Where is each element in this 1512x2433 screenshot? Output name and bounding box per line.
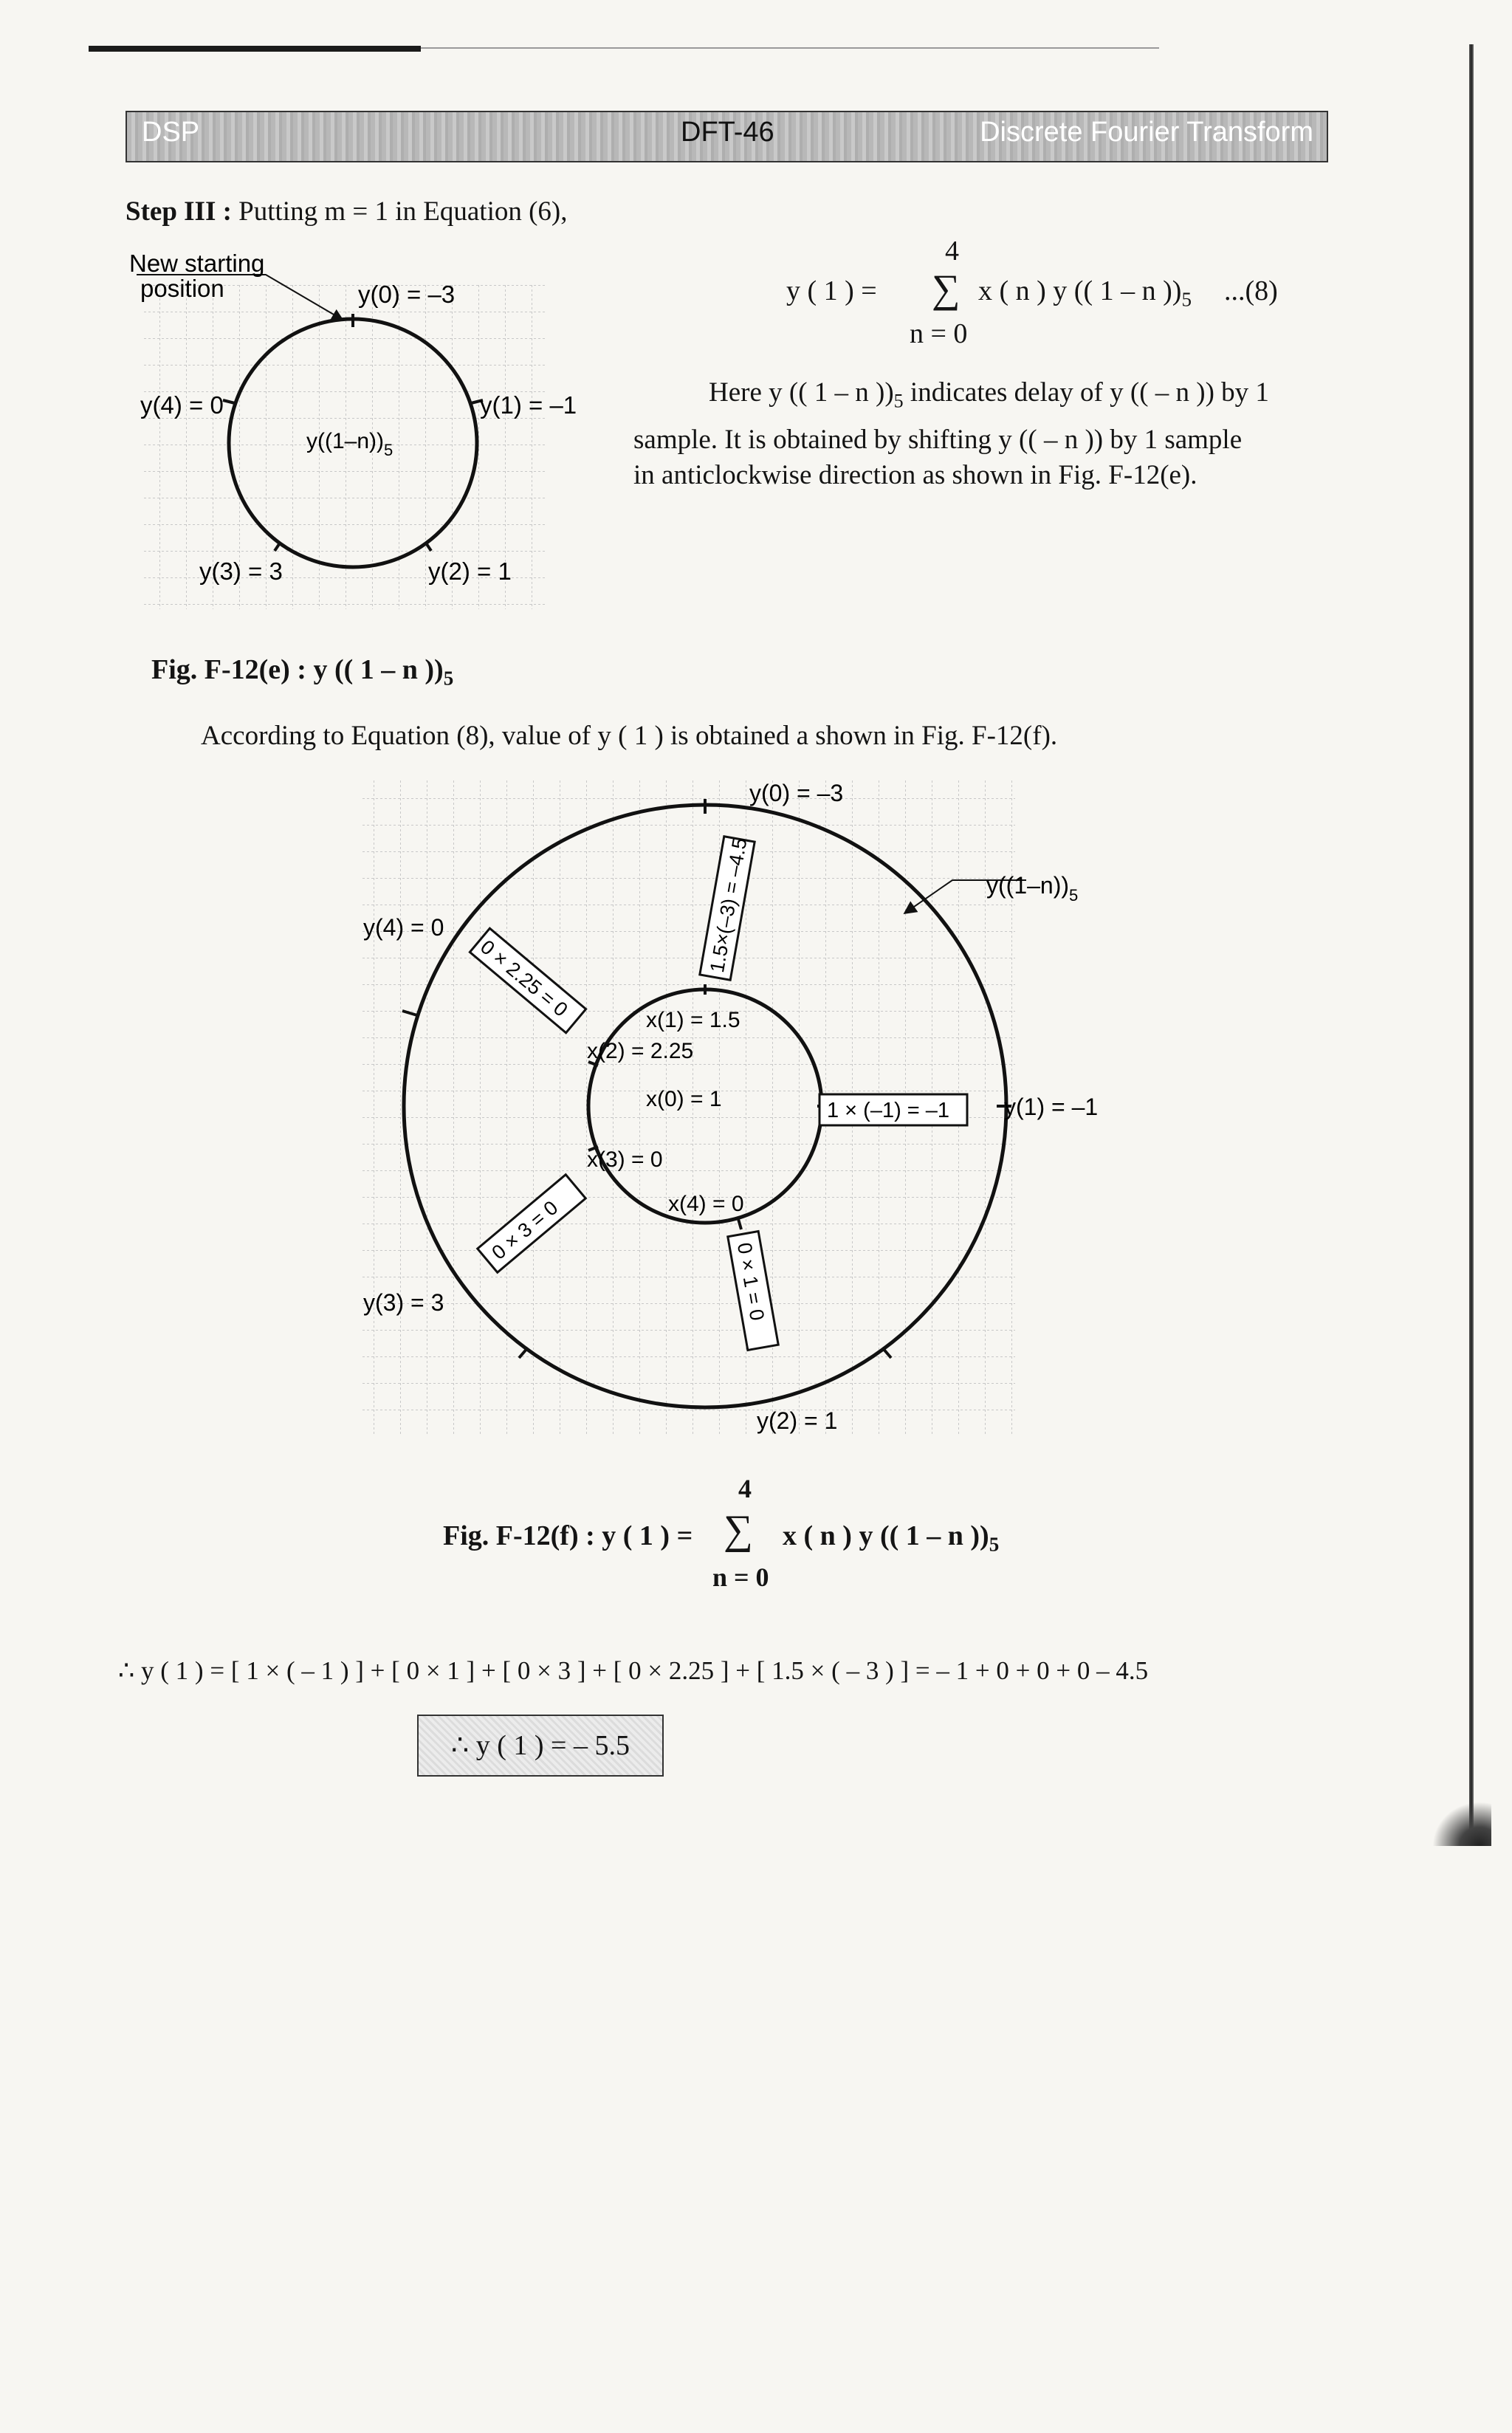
figure-f12e <box>129 250 577 620</box>
explanation-line-1a: Here y (( 1 – n )) <box>709 377 894 408</box>
running-header <box>126 111 1328 162</box>
callout-line-1: New starting <box>129 250 265 277</box>
explanation-line-2: sample. It is obtained by shifting y (( – n )) by 1 sample <box>633 425 1243 455</box>
f-label-y0: y(0) = –3 <box>749 780 844 806</box>
label-center-sub: 5 <box>384 441 394 459</box>
eq8-rhs-text: x ( n ) y (( 1 – n )) <box>978 275 1182 306</box>
eq8-rhs-sub: 5 <box>1181 288 1192 311</box>
f-label-x4: x(4) = 0 <box>668 1192 744 1216</box>
fig-f-caption-rhs <box>783 1520 999 1557</box>
header-chapter-title: Discrete Fourier Transform <box>980 117 1313 148</box>
page-spine <box>1469 44 1474 1831</box>
fig-f-caption-label-text: Fig. F-12(f) : <box>443 1520 595 1551</box>
fig-f-caption-sigma: ∑ <box>724 1507 753 1553</box>
f-label-y3: y(3) = 3 <box>363 1289 444 1316</box>
step-heading <box>126 196 568 227</box>
product-4: 0 × 1 = 0 <box>732 1240 769 1322</box>
eq8-sigma: ∑ <box>932 267 961 311</box>
f-label-x2: x(2) = 2.25 <box>587 1039 694 1063</box>
step-text: Putting m = 1 in Equation (6), <box>238 196 568 227</box>
product-3: 0 × 3 = 0 <box>487 1196 563 1264</box>
fig-e-caption-sub: 5 <box>443 667 454 690</box>
f-label-y1: y(1) = –1 <box>1004 1094 1099 1120</box>
label-y3: y(3) = 3 <box>199 557 283 585</box>
fig-f-caption-upper: 4 <box>738 1474 752 1503</box>
label-y1: y(1) = –1 <box>480 391 577 419</box>
product-0: 1 × (–1) = –1 <box>827 1099 950 1122</box>
fig-f-caption-sub: 5 <box>989 1533 1000 1556</box>
product-box-0 <box>819 1094 967 1125</box>
final-equation: ∴ y ( 1 ) = [ 1 × ( – 1 ) ] + [ 0 × 1 ] + [ 0 × 3 ] + [ 0 × 2.25 ] + [ 1.5 × ( – 3 ) ] = – 1 + 0 + 0 + 0 – 4.5 <box>118 1656 1149 1685</box>
f-label-x0: x(0) = 1 <box>646 1087 722 1111</box>
top-rule <box>89 46 421 52</box>
fig-f-caption-rhs-text: x ( n ) y (( 1 – n )) <box>783 1520 989 1551</box>
figure-f12f <box>347 772 1137 1451</box>
eq8-upper-limit: 4 <box>945 236 959 267</box>
fig-e-caption <box>151 653 453 690</box>
fig-e-caption-text: Fig. F-12(e) : y (( 1 – n )) <box>151 654 444 685</box>
spine-shadow <box>1432 1802 1491 1846</box>
f-outer-label-text: y((1–n)) <box>986 872 1070 899</box>
eq8-lower-limit: n = 0 <box>910 318 968 349</box>
header-page-number: DFT-46 <box>681 117 774 148</box>
fig-f-caption-lower: n = 0 <box>712 1562 769 1592</box>
header-left: DSP <box>142 117 200 148</box>
label-y2: y(2) = 1 <box>428 557 512 585</box>
f-outer-label-sub: 5 <box>1069 886 1079 905</box>
eq8-rhs <box>978 275 1192 312</box>
explanation-line-1b: indicates delay of y (( – n )) by 1 <box>903 377 1269 408</box>
f-label-y2: y(2) = 1 <box>757 1407 838 1434</box>
callout-line-2: position <box>140 275 224 302</box>
f-label-y4: y(4) = 0 <box>363 914 444 941</box>
product-2: 0 × 2.25 = 0 <box>475 936 572 1021</box>
top-rule-thin <box>421 47 1159 49</box>
product-1: 1.5×(–3) = –4.5 <box>705 836 752 975</box>
fig-f-caption-label <box>443 1520 693 1552</box>
label-center-text: y((1–n)) <box>306 429 385 453</box>
f-label-x3: x(3) = 0 <box>587 1147 663 1172</box>
result-box: ∴ y ( 1 ) = – 5.5 <box>417 1715 664 1777</box>
step-label: Step III : <box>126 196 232 227</box>
explanation-line-1-sub: 5 <box>893 390 904 412</box>
explanation-line-1 <box>709 375 1269 419</box>
label-y4: y(4) = 0 <box>140 391 224 419</box>
fig-f-caption-lhs: y ( 1 ) = <box>602 1520 693 1551</box>
label-y0: y(0) = –3 <box>358 281 456 308</box>
explanation-line-3: in anticlockwise direction as shown in Fig. F-12(e). <box>633 460 1197 490</box>
eq8-lhs: y ( 1 ) = <box>786 275 877 306</box>
f-label-x1: x(1) = 1.5 <box>646 1008 740 1032</box>
according-text: According to Equation (8), value of y ( 1 ) is obtained a shown in Fig. F-12(f). <box>201 721 1058 751</box>
eq8-tag: ...(8) <box>1224 275 1278 306</box>
